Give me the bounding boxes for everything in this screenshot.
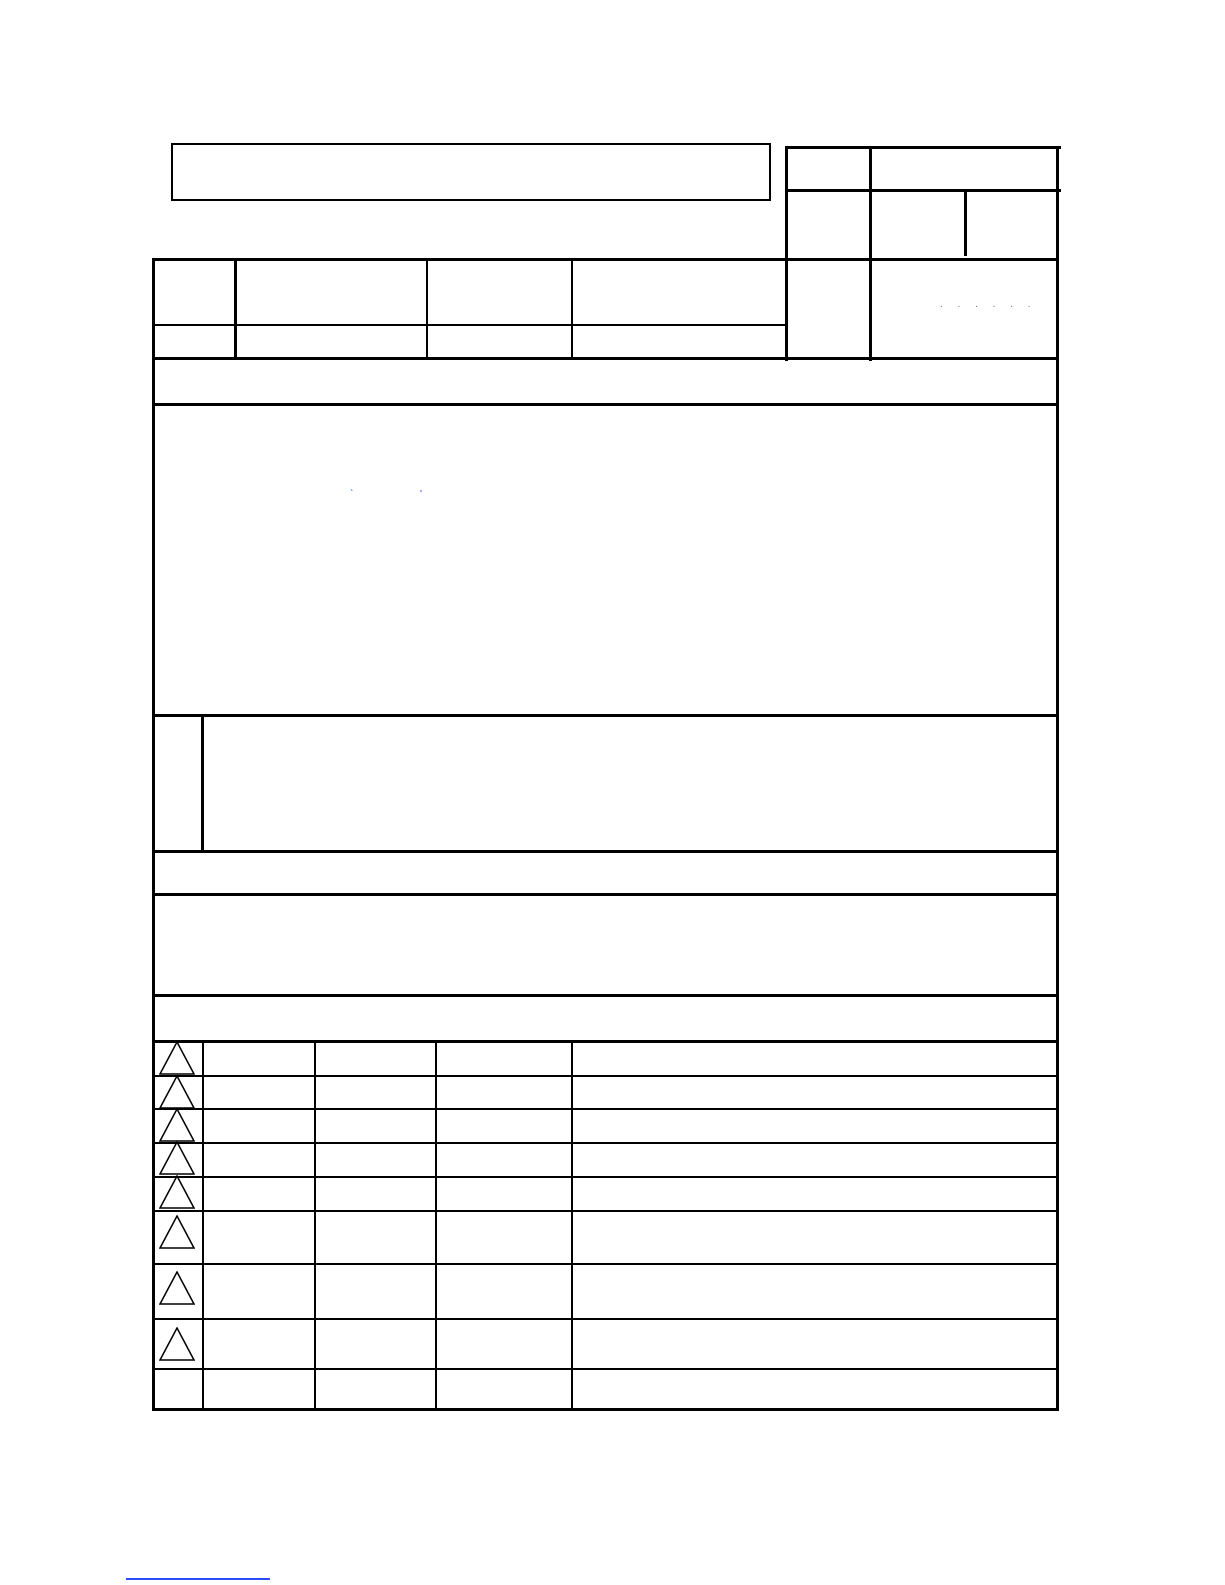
blue-mark-2: ' [420,489,422,500]
revision-triangle-icon [159,1271,195,1305]
revision-triangle-icon [159,1327,195,1361]
header-field-2 [238,262,424,322]
revision-triangle-icon [159,1041,195,1075]
revision-triangle-icon [159,1075,195,1109]
revision-triangle-icon [159,1215,195,1249]
footer-link[interactable] [126,1578,270,1580]
header-field-1 [155,262,233,322]
revision-triangle-icon [159,1108,195,1142]
header-field-4 [575,262,783,322]
header-field-3 [430,262,570,322]
document-title-box [171,143,771,201]
revision-triangle-icon [159,1175,195,1209]
blue-mark-1: ` [350,489,354,500]
revision-triangle-icon [159,1141,195,1175]
approval-dotted-line: . . . . . . [940,299,1037,310]
